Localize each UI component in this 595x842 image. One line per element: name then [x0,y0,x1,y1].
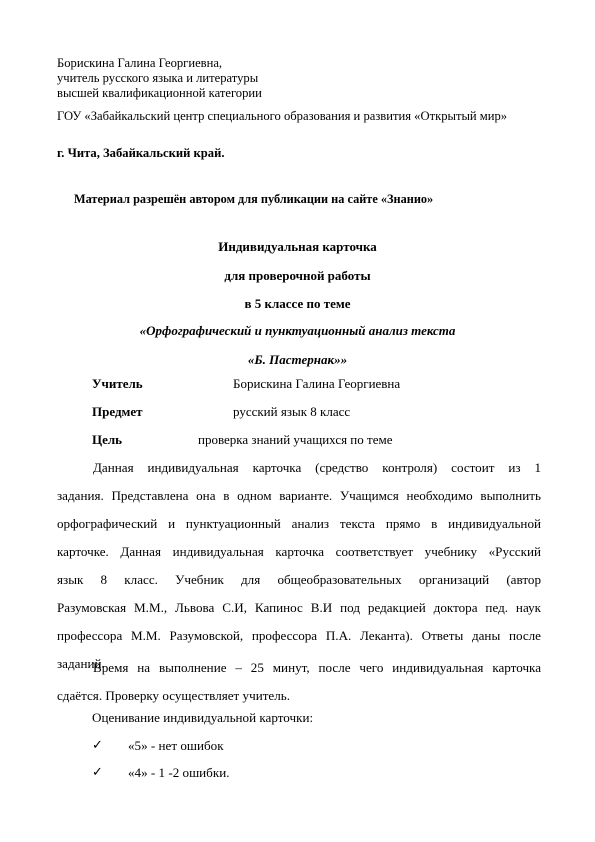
title-line-1: Индивидуальная карточка [218,239,377,254]
goal-value: проверка знаний учащихся по теме [198,432,393,447]
teacher-label: Учитель [92,376,143,391]
paragraph-line: заданий. [57,656,105,671]
goal-label: Цель [92,432,123,447]
subject-label: Предмет [92,404,143,419]
grading-item: «4» - 1 -2 ошибки. [128,765,230,780]
publication-notice: Материал разрешён автором для публикации на сайте «Знанио» [74,192,434,206]
checkmark-icon: ✓ [92,737,103,752]
paragraph-line: Время на выполнение – 25 минут, после чего индивидуальная карточка [93,660,541,675]
paragraph-line: Разумовская М.М., Львова С.И, Капинос В.И под редакцией доктора пед. наук [57,600,541,615]
author-position: учитель русского языка и литературы [57,71,259,85]
author-city: г. Чита, Забайкальский край. [57,146,225,160]
grading-item: «5» - нет ошибок [128,738,224,753]
paragraph-line: задания. Представлена она в одном варианте. Учащимся необходимо выполнить [57,488,541,503]
subject-value: русский язык 8 класс [233,404,351,419]
author-category: высшей квалификационной категории [57,86,262,100]
paragraph-line: профессора М.М. Разумовской, профессора П.А. Леканта). Ответы даны после [57,628,541,643]
title-topic: «Орфографический и пунктуационный анализ текста [139,323,456,338]
grading-title: Оценивание индивидуальной карточки: [92,710,314,725]
title-line-3: в 5 классе по теме [244,296,351,311]
title-topic-author: «Б. Пастернак»» [247,352,348,367]
checkmark-icon: ✓ [92,764,103,779]
paragraph-line: карточке. Данная индивидуальная карточка соответствует учебнику «Русский [57,544,541,559]
paragraph-line: сдаётся. Проверку осуществляет учитель. [57,688,291,703]
paragraph-line: язык 8 класс. Учебник для общеобразовательных организаций (автор [57,572,541,587]
paragraph-line: Данная индивидуальная карточка (средство контроля) состоит из 1 [93,460,541,475]
author-organization: ГОУ «Забайкальский центр специального образования и развития «Открытый мир» [57,109,508,123]
teacher-value: Борискина Галина Георгиевна [233,376,401,391]
title-line-2: для проверочной работы [224,268,371,283]
time-paragraph [57,654,541,710]
author-name: Борискина Галина Георгиевна, [57,56,223,70]
paragraph-line: орфографический и пунктуационный анализ текста прямо в индивидуальной [57,516,541,531]
description-paragraph [57,454,541,678]
